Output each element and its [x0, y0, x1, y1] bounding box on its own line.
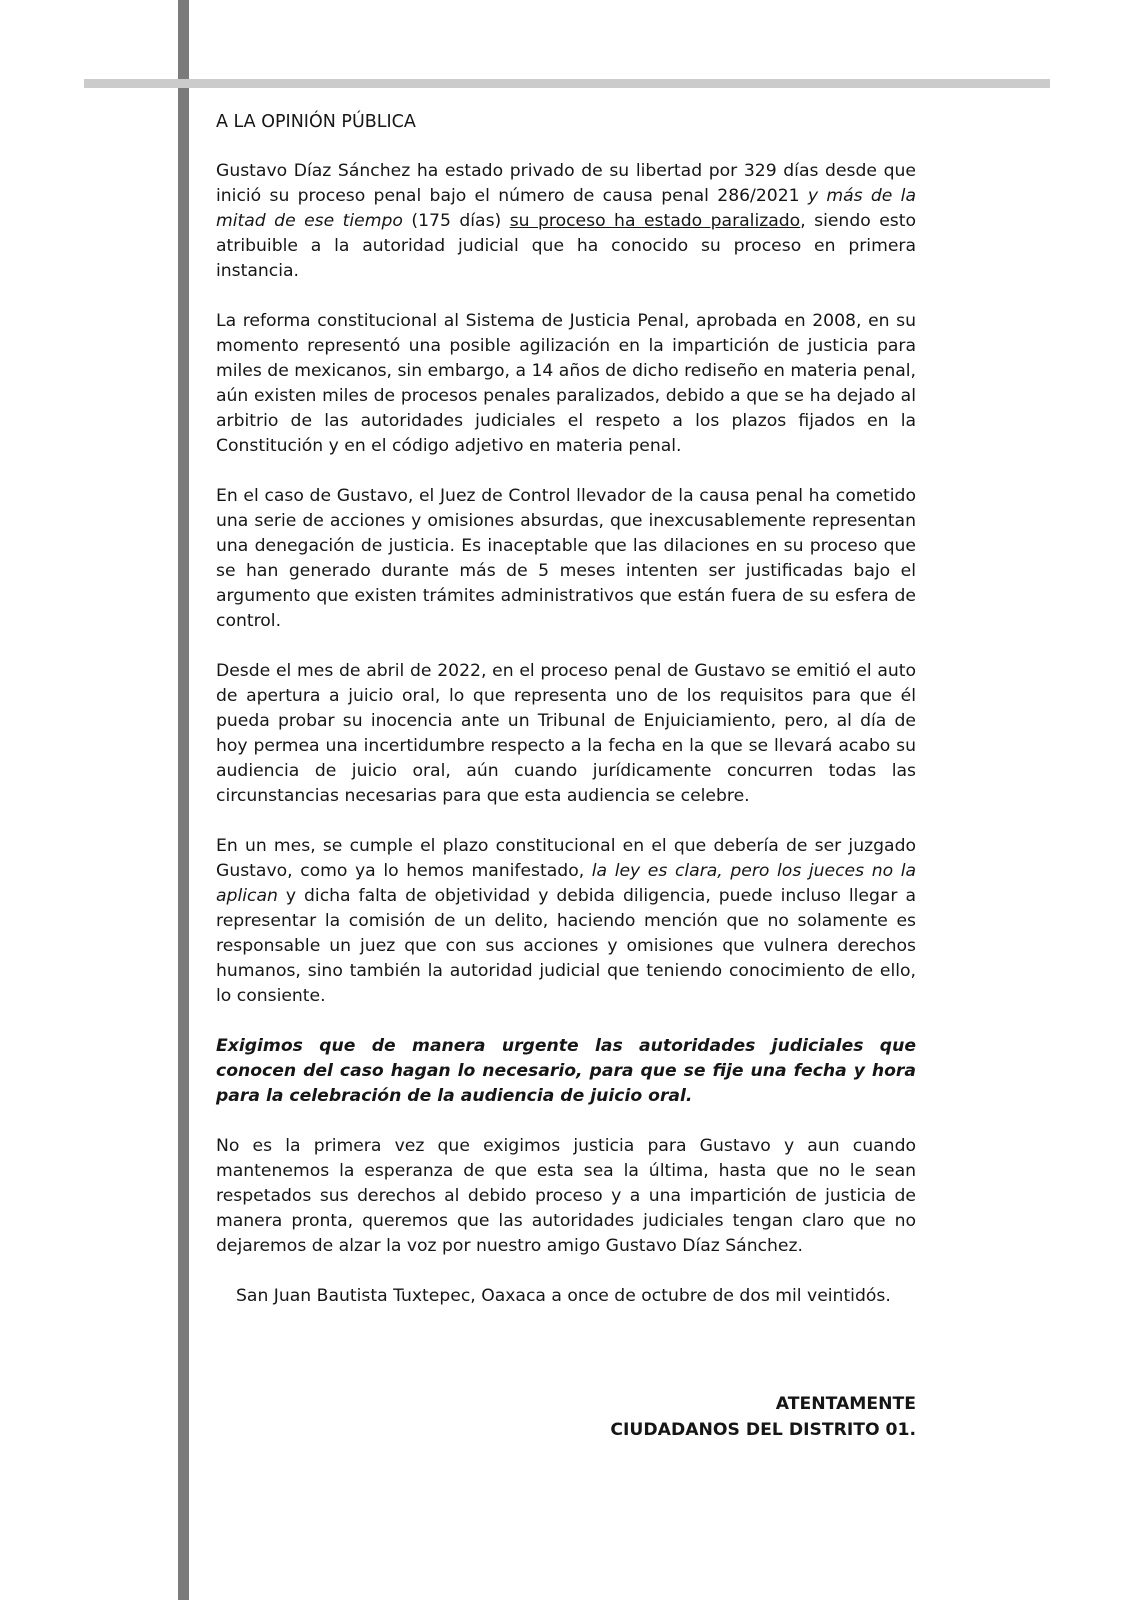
paragraph-5-text-a: En un mes, se cumple el plazo constitucional en el que debería de ser juzgado Gustavo, como ya lo hemos manifestado,: [216, 836, 916, 881]
paragraph-1-italic: y más de la mitad de ese tiempo: [216, 186, 916, 231]
paragraph-7: No es la primera vez que exigimos justicia para Gustavo y aun cuando mantenemos la esperanza de que esta sea la última, hasta que no le sean respetados sus derechos al debido proceso y a una impartición de justicia de manera pronta, queremos que las autoridades judiciales tengan claro que no dejaremos de alzar la voz por nuestro amigo Gustavo Díaz Sánchez.: [216, 1136, 916, 1256]
place-and-date: San Juan Bautista Tuxtepec, Oaxaca a once de octubre de dos mil veintidós.: [236, 1286, 891, 1306]
signatory-name: CIUDADANOS DEL DISTRITO 01.: [610, 1420, 916, 1440]
paragraph-1-text-a: Gustavo Díaz Sánchez ha estado privado de su libertad por 329 días desde que inició su proceso penal bajo el número de causa penal 286/2021: [216, 161, 916, 206]
signature-block: [610, 1391, 916, 1443]
paragraph-1-text-e: , siendo esto atribuible a la autoridad judicial que ha conocido su proceso en primera instancia.: [216, 211, 916, 281]
document-body: [216, 110, 916, 1309]
paragraph-1: [216, 159, 916, 284]
top-rule: [84, 79, 1050, 88]
paragraph-1-text-c: (175 días): [402, 211, 510, 231]
document-heading: A LA OPINIÓN PÚBLICA: [216, 112, 416, 132]
paragraph-2: La reforma constitucional al Sistema de Justicia Penal, aprobada en 2008, en su momento representó una posible agilización en la impartición de justicia para miles de mexicanos, sin embargo, a 14 años de dicho rediseño en materia penal, aún existen miles de procesos penales paralizados, debido a que se ha dejado al arbitrio de las autoridades judiciales el respeto a los plazos fijados en la Constitución y en el código adjetivo en materia penal.: [216, 311, 916, 456]
paragraph-1-underlined: su proceso ha estado paralizado: [509, 211, 801, 231]
left-margin-bar: [178, 0, 189, 1600]
paragraph-5-text-c: y dicha falta de objetividad y debida diligencia, puede incluso llegar a representar la comisión de un delito, haciendo mención que no solamente es responsable un juez que con sus acciones y omisiones que vulnera derechos humanos, sino también la autoridad judicial que teniendo conocimiento de ello, lo consiente.: [216, 886, 916, 1006]
paragraph-3: En el caso de Gustavo, el Juez de Control llevador de la causa penal ha cometido una serie de acciones y omisiones absurdas, que inexcusablemente representan una denegación de justicia. Es inaceptable que las dilaciones en su proceso que se han generado durante más de 5 meses intenten ser justificadas bajo el argumento que existen trámites administrativos que están fuera de su esfera de control.: [216, 486, 916, 631]
paragraph-demand: Exigimos que de manera urgente las autoridades judiciales que conocen del caso hagan lo necesario, para que se fije una fecha y hora para la celebración de la audiencia de juicio oral.: [216, 1036, 916, 1106]
paragraph-4: Desde el mes de abril de 2022, en el proceso penal de Gustavo se emitió el auto de apertura a juicio oral, lo que representa uno de los requisitos para que él pueda probar su inocencia ante un Tribunal de Enjuiciamiento, pero, al día de hoy permea una incertidumbre respecto a la fecha en la que se llevará acabo su audiencia de juicio oral, aún cuando jurídicamente concurren todas las circunstancias necesarias para que esta audiencia se celebre.: [216, 661, 916, 806]
paragraph-5-italic: la ley es clara, pero los jueces no la aplican: [216, 861, 917, 906]
closing-word: ATENTAMENTE: [775, 1394, 916, 1414]
paragraph-5: [216, 834, 916, 1009]
